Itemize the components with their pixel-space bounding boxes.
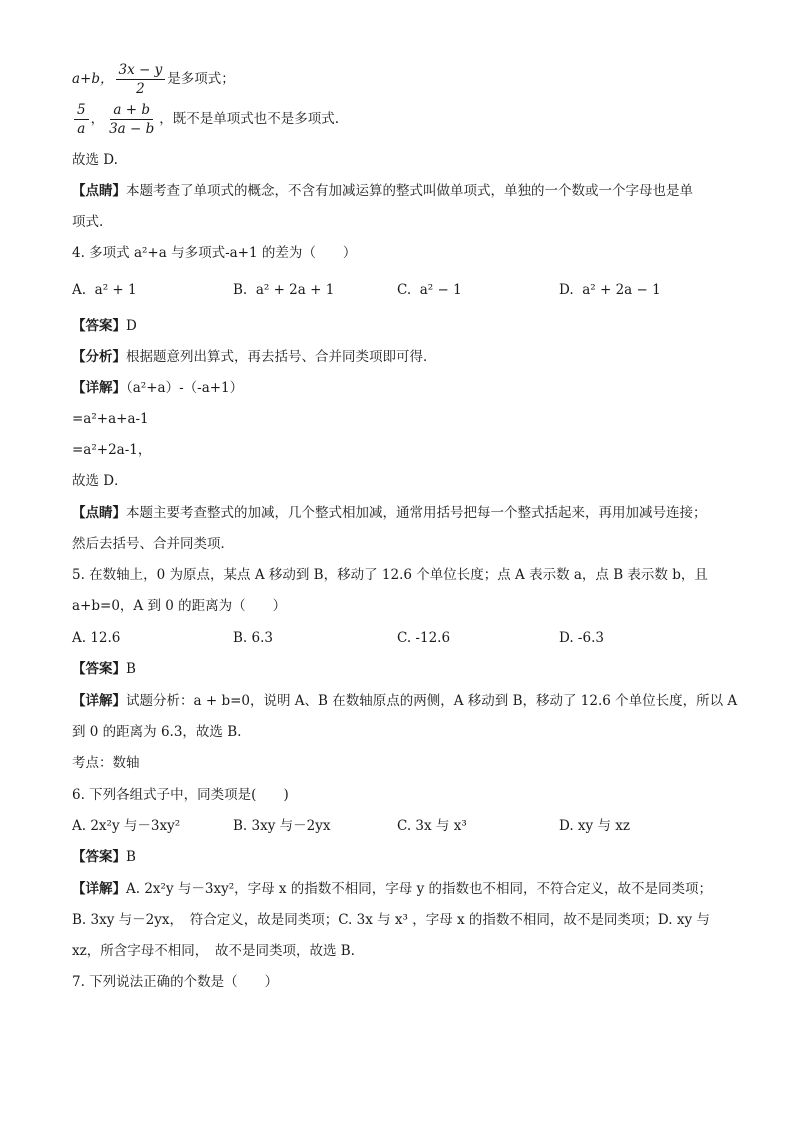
neither-text: ，既不是单项式也不是多项式. [159,111,340,127]
q5-option-a: A. 12.6 [72,630,121,646]
q5-detail-2: 到 0 的距离为 6.3，故选 B. [72,724,242,740]
q5-kaodian: 考点：数轴 [72,755,140,771]
note-line: 【点睛】本题考查了单项式的概念，不含有加减运算的整式叫做单项式，单独的一个数或一个字母也是单 [72,183,693,199]
note-line-2: 项式. [72,214,104,230]
polynomial-text: 是多项式； [167,71,235,87]
q5-option-d: D. -6.3 [559,630,604,646]
q6-detail-3: xz，所含字母不相同， 故不是同类项，故选 B. [72,943,355,959]
q4-option-a: A. a² + 1 [72,282,137,298]
note-tag: 【点睛】 [72,183,126,199]
polynomial-line [72,62,235,97]
expr-a-plus-b: a+b， [72,71,114,87]
q6-detail-2: B. 3xy 与－2yx， 符合定义，故是同类项；C. 3x 与 x³ ，字母 x 的指数不相同，故不是同类项；D. xy 与 [72,912,710,928]
q5-option-b: B. 6.3 [233,630,273,646]
fraction-3x-y-over-2: $\frac{3x - y}{2}$ [116,62,166,97]
question-7-stem: 7. 下列说法正确的个数是（ ） [72,974,279,990]
q4-choose: 故选 D． [72,473,128,489]
q4-answer: 【答案】D [72,318,137,334]
q6-detail: 【详解】A. 2x²y 与－3xy²，字母 x 的指数不相同，字母 y 的指数也不相同，不符合定义，故不是同类项； [72,881,713,897]
q4-option-d: D. a² + 2a − 1 [559,282,661,298]
q6-option-b: B. 3xy 与－2yx [233,818,331,834]
fraction-a-plus-b-over-3a-minus-b: $\frac{a + b}{3a - b}$ [109,102,155,137]
question-4-stem: 4. 多项式 a²+a 与多项式-a+1 的差为（ ） [72,245,357,261]
q5-detail: 【详解】试题分析：a + b=0，说明 A、B 在数轴原点的两侧，A 移动到 B，移动了 12.6 个单位长度，所以 A [72,693,738,709]
q5-option-c: C. -12.6 [397,630,451,646]
q4-analysis: 【分析】根据题意列出算式，再去括号、合并同类项即可得． [72,349,437,365]
fraction-5-over-a: $\frac{5}{a}$ [74,102,89,137]
q6-option-a: A. 2x²y 与－3xy² [72,818,181,834]
q4-note: 【点睛】本题主要考查整式的加减，几个整式相加减，通常用括号把每一个整式括起来，再用加减号连接； [72,505,707,521]
question-5-stem-2: a+b=0，A 到 0 的距离为（ ） [72,598,287,614]
q4-note-2: 然后去括号、合并同类项． [72,536,234,552]
choose-line: 故选 D. [72,152,118,168]
q6-answer: 【答案】B [72,849,136,865]
q4-option-c: C. a² − 1 [397,282,462,298]
q5-answer: 【答案】B [72,661,136,677]
q6-option-c: C. 3x 与 x³ [397,818,467,834]
question-6-stem: 6. 下列各组式子中，同类项是( ) [72,787,289,803]
question-5-stem: 5. 在数轴上，0 为原点，某点 A 移动到 B，移动了 12.6 个单位长度；点 A 表示数 a，点 B 表示数 b，且 [72,567,708,583]
q4-step-1: =a²+a+a-1 [72,411,149,427]
q6-option-d: D. xy 与 xz [559,818,630,834]
q4-step-2: =a²+2a-1， [72,442,152,458]
neither-line: $\frac{5}{a}$ ， $\frac{a + b}{3a - b}$ ，既不是单项式也不是多项式. [72,102,339,137]
q4-detail: 【详解】（a²+a）-（-a+1） [72,380,244,396]
q4-option-b: B. a² + 2a + 1 [233,282,335,298]
